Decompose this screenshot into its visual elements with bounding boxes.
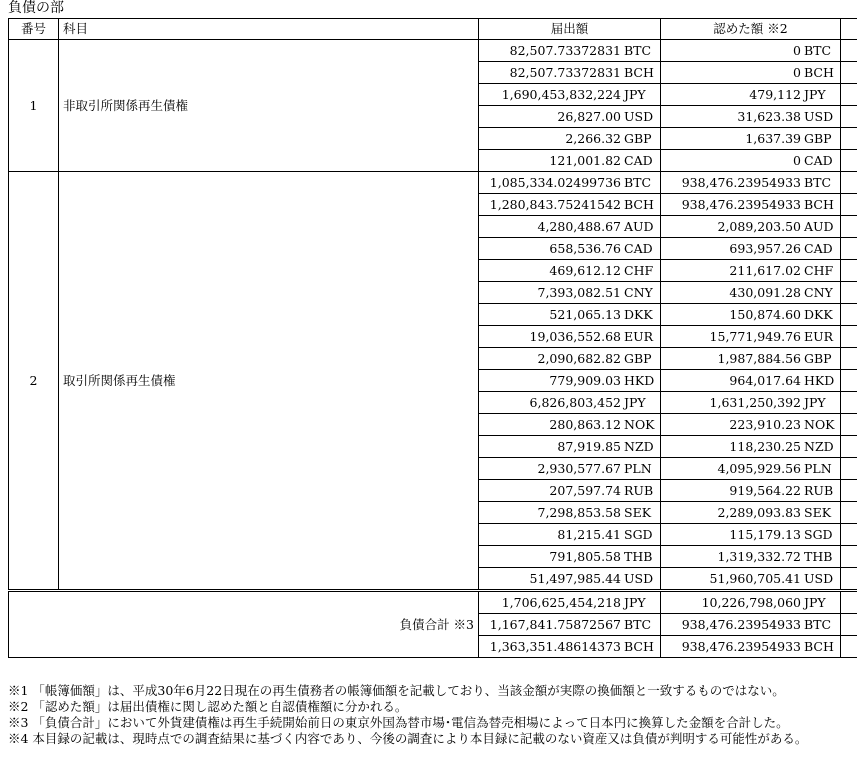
approved-amount-value: 1,637.39 — [745, 131, 801, 146]
filed-amount-value: 2,930,577.67 — [537, 461, 621, 476]
filed-amount-currency: CAD — [624, 241, 653, 256]
approved-amount-value: 1,319,332.72 — [717, 549, 801, 564]
approved-amount-value: 211,617.02 — [729, 263, 801, 278]
claim-number: 1 — [9, 40, 59, 172]
filed-amount-currency: THB — [624, 549, 653, 564]
approved-amount-value: 0 — [793, 43, 801, 58]
approved-amount-currency: CHF — [804, 263, 834, 278]
footnote: ※2 「認めた額」は届出債権に関し認めた額と自認債権額に分かれる。 — [8, 699, 408, 714]
claim-subject: 取引所関係再生債権 — [59, 172, 479, 591]
filed-amount-currency: SEK — [624, 505, 652, 520]
filed-amount — [479, 106, 661, 128]
filed-amount-value: 7,393,082.51 — [537, 285, 621, 300]
approved-amount-value: 118,230.25 — [729, 439, 801, 454]
filed-amount — [479, 40, 661, 62]
filed-amount-currency: AUD — [624, 219, 654, 234]
approved-amount-value: 1,987,884.56 — [717, 351, 801, 366]
filed-amount-value: 87,919.85 — [557, 439, 621, 454]
approved-amount — [661, 216, 841, 238]
approved-amount — [661, 414, 841, 436]
extra-cell — [841, 348, 857, 370]
approved-amount — [661, 502, 841, 524]
filed-amount-value: 521,065.13 — [549, 307, 621, 322]
filed-amount — [479, 568, 661, 591]
filed-amount — [479, 62, 661, 84]
approved-amount-currency: BTC — [804, 43, 832, 58]
filed-amount-value: 1,690,453,832,224 — [501, 87, 621, 102]
filed-amount-value: 81,215.41 — [557, 527, 621, 542]
filed-amount — [479, 546, 661, 568]
extra-cell — [841, 591, 857, 614]
liabilities-table — [8, 18, 857, 658]
filed-amount — [479, 260, 661, 282]
approved-amount — [661, 106, 841, 128]
filed-amount-currency: USD — [624, 109, 654, 124]
header-no: 番号 — [9, 19, 59, 40]
header-approved: 認めた額 ※2 — [661, 19, 841, 40]
total-label: 負債合計 ※3 — [9, 591, 479, 658]
filed-amount-currency: NZD — [624, 439, 654, 454]
filed-amount-value: 658,536.76 — [549, 241, 621, 256]
approved-amount-currency: JPY — [804, 87, 826, 102]
approved-amount — [661, 84, 841, 106]
total-approved-amount-value: 10,226,798,060 — [701, 595, 801, 610]
filed-amount-currency: BTC — [624, 175, 652, 190]
extra-cell — [841, 458, 857, 480]
filed-amount-value: 4,280,488.67 — [537, 219, 621, 234]
extra-cell — [841, 194, 857, 216]
approved-amount-currency: USD — [804, 109, 834, 124]
approved-amount-currency: EUR — [804, 329, 834, 344]
approved-amount-value: 964,017.64 — [729, 373, 801, 388]
filed-amount-value: 26,827.00 — [557, 109, 621, 124]
footnote: ※1 「帳簿価額」は、平成30年6月22日現在の再生債務者の帳簿価額を記載しており、当該金額が実際の換価額と一致するものではない。 — [8, 683, 785, 698]
approved-amount — [661, 480, 841, 502]
filed-amount-currency: EUR — [624, 329, 654, 344]
filed-amount — [479, 304, 661, 326]
extra-cell — [841, 216, 857, 238]
filed-amount — [479, 348, 661, 370]
approved-amount-currency: BCH — [804, 65, 834, 80]
approved-amount-value: 51,960,705.41 — [709, 571, 801, 586]
approved-amount-value: 31,623.38 — [737, 109, 801, 124]
approved-amount-currency: CAD — [804, 241, 833, 256]
filed-amount-value: 791,805.58 — [549, 549, 621, 564]
approved-amount-value: 2,289,093.83 — [717, 505, 801, 520]
total-approved-amount — [661, 614, 841, 636]
extra-cell — [841, 128, 857, 150]
filed-amount-value: 1,085,334.02499736 — [489, 175, 621, 190]
extra-cell — [841, 546, 857, 568]
approved-amount — [661, 40, 841, 62]
extra-cell — [841, 282, 857, 304]
total-body — [9, 591, 857, 658]
filed-amount-value: 51,497,985.44 — [529, 571, 621, 586]
extra-cell — [841, 150, 857, 172]
total-approved-amount — [661, 591, 841, 614]
total-filed-amount — [479, 591, 661, 614]
approved-amount-value: 0 — [793, 65, 801, 80]
extra-cell — [841, 392, 857, 414]
filed-amount-currency: CHF — [624, 263, 654, 278]
extra-cell — [841, 636, 857, 658]
extra-cell — [841, 414, 857, 436]
filed-amount — [479, 370, 661, 392]
total-approved-amount-currency: BTC — [804, 617, 832, 632]
filed-amount — [479, 326, 661, 348]
extra-cell — [841, 62, 857, 84]
approved-amount — [661, 304, 841, 326]
footnotes — [8, 683, 807, 747]
approved-amount — [661, 172, 841, 194]
approved-amount — [661, 260, 841, 282]
table-header-row — [9, 19, 857, 40]
extra-cell — [841, 40, 857, 62]
filed-amount-currency: GBP — [624, 131, 652, 146]
filed-amount — [479, 84, 661, 106]
total-approved-amount-currency: BCH — [804, 639, 834, 654]
filed-amount — [479, 282, 661, 304]
filed-amount — [479, 502, 661, 524]
filed-amount-value: 7,298,853.58 — [537, 505, 621, 520]
total-filed-amount-currency: JPY — [624, 595, 646, 610]
filed-amount-currency: GBP — [624, 351, 652, 366]
approved-amount — [661, 348, 841, 370]
filed-amount-currency: NOK — [624, 417, 655, 432]
approved-amount — [661, 194, 841, 216]
filed-amount-value: 280,863.12 — [549, 417, 621, 432]
filed-amount-value: 82,507.73372831 — [509, 65, 621, 80]
approved-amount — [661, 62, 841, 84]
filed-amount — [479, 436, 661, 458]
filed-amount-currency: HKD — [624, 373, 655, 388]
approved-amount-currency: SEK — [804, 505, 832, 520]
approved-amount-currency: SGD — [804, 527, 833, 542]
approved-amount-currency: BCH — [804, 197, 834, 212]
table-row — [9, 172, 857, 194]
table-row — [9, 40, 857, 62]
header-filed: 届出額 — [479, 19, 661, 40]
approved-amount-value: 4,095,929.56 — [717, 461, 801, 476]
approved-amount-currency: CNY — [804, 285, 833, 300]
total-approved-amount — [661, 636, 841, 658]
extra-cell — [841, 614, 857, 636]
extra-cell — [841, 304, 857, 326]
approved-amount — [661, 392, 841, 414]
filed-amount-currency: PLN — [624, 461, 652, 476]
extra-cell — [841, 502, 857, 524]
approved-amount-currency: BTC — [804, 175, 832, 190]
approved-amount — [661, 524, 841, 546]
claim-number: 2 — [9, 172, 59, 591]
total-filed-amount — [479, 614, 661, 636]
filed-amount-value: 207,597.74 — [549, 483, 621, 498]
approved-amount — [661, 546, 841, 568]
approved-amount-value: 430,091.28 — [729, 285, 801, 300]
total-approved-amount-value: 938,476.23954933 — [681, 639, 801, 654]
approved-amount-currency: CAD — [804, 153, 833, 168]
filed-amount — [479, 414, 661, 436]
total-filed-amount-value: 1,363,351.48614373 — [489, 639, 621, 654]
total-filed-amount-value: 1,167,841.75872567 — [489, 617, 621, 632]
total-filed-amount — [479, 636, 661, 658]
approved-amount-value: 479,112 — [749, 87, 801, 102]
filed-amount — [479, 524, 661, 546]
approved-amount-value: 0 — [793, 153, 801, 168]
total-filed-amount-value: 1,706,625,454,218 — [501, 595, 621, 610]
filed-amount — [479, 150, 661, 172]
approved-amount — [661, 436, 841, 458]
total-row — [9, 591, 857, 614]
approved-amount-currency: USD — [804, 571, 834, 586]
extra-cell — [841, 480, 857, 502]
filed-amount — [479, 216, 661, 238]
filed-amount-currency: USD — [624, 571, 654, 586]
filed-amount-currency: DKK — [624, 307, 653, 322]
filed-amount-value: 469,612.12 — [549, 263, 621, 278]
extra-cell — [841, 106, 857, 128]
approved-amount-value: 938,476.23954933 — [681, 175, 801, 190]
filed-amount-value: 121,001.82 — [549, 153, 621, 168]
filed-amount-currency: BTC — [624, 43, 652, 58]
extra-cell — [841, 326, 857, 348]
approved-amount-value: 938,476.23954933 — [681, 197, 801, 212]
filed-amount-currency: CNY — [624, 285, 653, 300]
header-extra — [841, 19, 857, 40]
approved-amount-currency: RUB — [804, 483, 834, 498]
approved-amount-currency: DKK — [804, 307, 833, 322]
filed-amount-value: 2,090,682.82 — [537, 351, 621, 366]
filed-amount-currency: JPY — [624, 395, 646, 410]
extra-cell — [841, 238, 857, 260]
filed-amount-currency: SGD — [624, 527, 653, 542]
approved-amount-currency: NZD — [804, 439, 834, 454]
total-filed-amount-currency: BTC — [624, 617, 652, 632]
extra-cell — [841, 172, 857, 194]
footnote: ※4 本目録の記載は、現時点での調査結果に基づく内容であり、今後の調査により本目録に記載のない資産又は負債が判明する可能性がある。 — [8, 731, 808, 746]
claims-body — [9, 40, 857, 591]
approved-amount-value: 15,771,949.76 — [709, 329, 801, 344]
approved-amount — [661, 326, 841, 348]
approved-amount-value: 919,564.22 — [729, 483, 801, 498]
extra-cell — [841, 370, 857, 392]
approved-amount — [661, 568, 841, 591]
total-approved-amount-currency: JPY — [804, 595, 826, 610]
filed-amount-value: 6,826,803,452 — [529, 395, 621, 410]
filed-amount — [479, 128, 661, 150]
filed-amount-currency: JPY — [624, 87, 646, 102]
claim-subject: 非取引所関係再生債権 — [59, 40, 479, 172]
filed-amount — [479, 392, 661, 414]
filed-amount-currency: RUB — [624, 483, 654, 498]
filed-amount-value: 19,036,552.68 — [529, 329, 621, 344]
extra-cell — [841, 84, 857, 106]
total-approved-amount-value: 938,476.23954933 — [681, 617, 801, 632]
approved-amount — [661, 282, 841, 304]
approved-amount-currency: JPY — [804, 395, 826, 410]
approved-amount-value: 115,179.13 — [729, 527, 801, 542]
filed-amount-currency: BCH — [624, 197, 654, 212]
filed-amount-value: 82,507.73372831 — [509, 43, 621, 58]
filed-amount-currency: CAD — [624, 153, 653, 168]
footnote: ※3 「負債合計」において外貨建債権は再生手続開始前日の東京外国為替市場･電信為替売相場によって日本円に換算した金額を合計した。 — [8, 715, 789, 730]
filed-amount — [479, 458, 661, 480]
approved-amount-currency: NOK — [804, 417, 835, 432]
extra-cell — [841, 568, 857, 591]
section-title: 負債の部 — [8, 0, 64, 16]
approved-amount-value: 223,910.23 — [729, 417, 801, 432]
filed-amount — [479, 480, 661, 502]
approved-amount-value: 693,957.26 — [729, 241, 801, 256]
filed-amount-value: 2,266.32 — [565, 131, 621, 146]
header-subject: 科目 — [59, 19, 479, 40]
extra-cell — [841, 524, 857, 546]
approved-amount-currency: GBP — [804, 351, 832, 366]
extra-cell — [841, 436, 857, 458]
approved-amount-value: 150,874.60 — [729, 307, 801, 322]
approved-amount-currency: AUD — [804, 219, 834, 234]
approved-amount-value: 2,089,203.50 — [717, 219, 801, 234]
filed-amount-value: 1,280,843.75241542 — [489, 197, 621, 212]
approved-amount — [661, 128, 841, 150]
filed-amount-currency: BCH — [624, 65, 654, 80]
filed-amount-value: 779,909.03 — [549, 373, 621, 388]
approved-amount-currency: THB — [804, 549, 833, 564]
approved-amount-currency: PLN — [804, 461, 832, 476]
approved-amount-value: 1,631,250,392 — [709, 395, 801, 410]
approved-amount-currency: GBP — [804, 131, 832, 146]
filed-amount — [479, 172, 661, 194]
extra-cell — [841, 260, 857, 282]
approved-amount — [661, 150, 841, 172]
approved-amount — [661, 370, 841, 392]
filed-amount — [479, 238, 661, 260]
approved-amount — [661, 238, 841, 260]
approved-amount-currency: HKD — [804, 373, 835, 388]
filed-amount — [479, 194, 661, 216]
total-filed-amount-currency: BCH — [624, 639, 654, 654]
approved-amount — [661, 458, 841, 480]
